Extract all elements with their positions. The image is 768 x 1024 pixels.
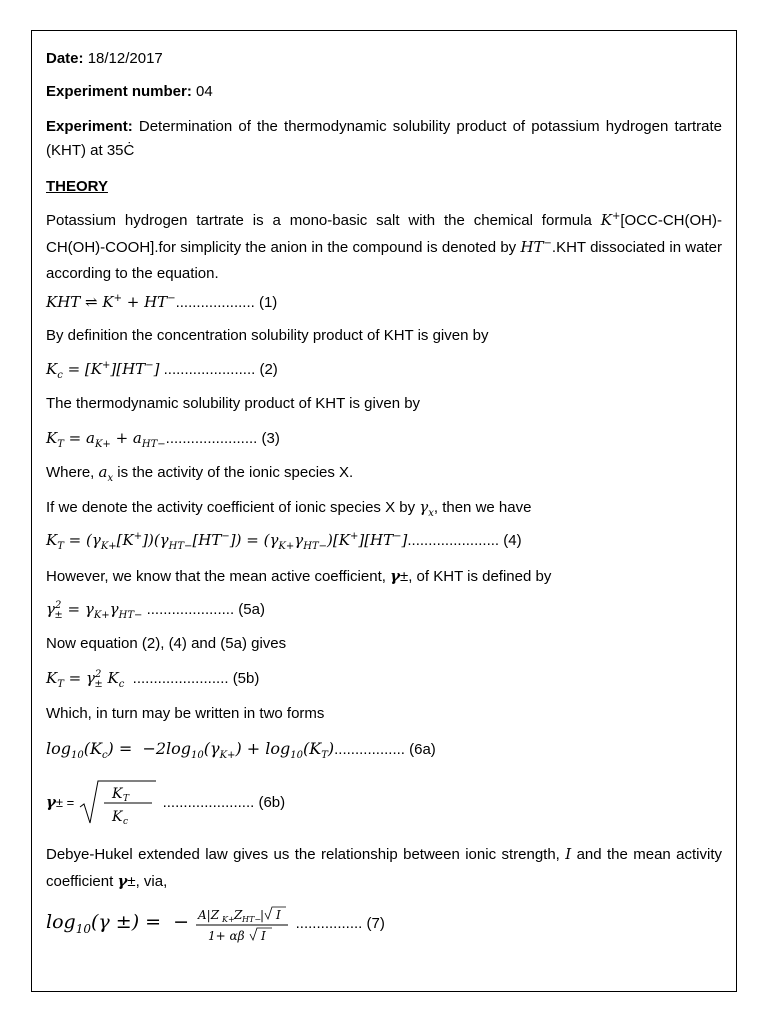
p3-text: The thermodynamic solubility product of KHT is given by [46,395,421,412]
equation-4-formula: $K_T = (\gamma_{K+}[K^+])(\gamma_{HT-}[HT^-]) = (\gamma_{K+}\gamma_{HT-})[K^+][HT^-]$ [46,531,408,552]
equation-5b [46,666,722,691]
svg-text:A|Z: A|Z [198,907,220,922]
p2-text: By definition the concentration solubility product of KHT is given by [46,327,489,344]
equation-3 [46,426,722,451]
ht-anion-formula: HT− [520,238,552,256]
experiment-number-line [46,80,722,104]
p1-text-c: .KHT dissociated in water according to the equation. [46,239,722,282]
equation-6b-pm: ± = [55,795,75,810]
experiment-label: Experiment: [46,118,133,135]
equation-6b-gamma: γ [46,793,56,811]
equation-7-number: ................ (7) [295,915,385,932]
equation-1-number: ................... (1) [175,294,278,311]
theory-paragraph-3 [46,392,722,416]
equation-7 [46,898,722,946]
square-root-fraction [78,777,158,829]
equation-6b [46,776,722,828]
equation-4-number: ...................... (4) [407,532,522,549]
experiment-number-label: Experiment number: [46,83,192,100]
theory-paragraph-8 [46,702,722,726]
theory-paragraph-6 [46,564,722,589]
svg-text:I: I [276,907,282,922]
theory-heading [46,175,722,199]
theory-paragraph-9 [46,841,722,895]
equation-2 [46,357,722,382]
theory-heading-text: THEORY [46,178,108,195]
activity-symbol: $a_x$ [98,463,114,484]
equation-3-formula: $K_T = a_{K+} + a_{HT-}$ [46,429,166,450]
svg-text:1+ αβ: 1+ αβ [208,928,245,943]
p1-text-a: Potassium hydrogen tartrate is a mono-basic salt with the chemical formula [46,212,601,229]
svg-text:|: | [260,907,265,922]
ionic-strength-symbol: I [565,845,572,863]
theory-paragraph-2 [46,324,722,348]
equation-4 [46,528,722,553]
theory-paragraph-7 [46,632,722,656]
equation-2-formula: $K_c = [K^+][HT^-]$ [46,360,160,381]
p6-gamma-symbol: γ [390,567,400,585]
equation-5a [46,597,722,622]
p4-text-a: Where, [46,464,99,481]
svg-text:K+: K+ [222,914,236,924]
svg-text:K: K [112,786,123,803]
svg-text:I: I [261,928,267,943]
equation-6b-number: ...................... (6b) [162,794,286,811]
equation-2-number: ...................... (2) [163,361,278,378]
date-label: Date: [46,50,84,67]
date-line [46,47,722,71]
p6-text-c: ±, of KHT is defined by [399,568,552,585]
p8-text: Which, in turn may be written in two forms [46,705,325,722]
svg-text:T: T [123,794,130,805]
p7-text: Now equation (2), (4) and (5a) gives [46,635,287,652]
p6-text-a: However, we know that the mean active coefficient, [46,568,391,585]
p5-text-b: , then we have [433,499,532,516]
equation-6a [46,737,722,762]
date-value: 18/12/2017 [87,50,163,67]
theory-paragraph-5 [46,495,722,520]
svg-text:c: c [123,817,129,828]
p9-text-a: Debye-Hukel extended law gives us the relationship between ionic strength, [46,846,566,863]
equation-5b-number: ....................... (5b) [132,670,260,687]
p9-text-d: ±, via, [127,873,168,890]
equation-5a-number: ..................... (5a) [146,601,265,618]
p5-text-a: If we denote the activity coefficient of ionic species X by [46,499,420,516]
debye-huckel-fraction [194,899,290,947]
experiment-value: Determination of the thermodynamic solubility product of potassium hydrogen tartrate (KHT) at 35Ċ [46,118,722,159]
p9-gamma-symbol: γ [117,872,128,890]
p1-text-b: [OCC-CH(OH)-CH(OH)-COOH].for simplicity the anion in the compound is denoted by [46,212,722,256]
p4-text-b: is the activity of the ionic species X. [113,464,354,481]
activity-coefficient-symbol: $\gamma_x$ [419,498,434,519]
svg-text:Z: Z [234,907,243,922]
p9-text-b: and the mean activity coefficient [46,846,722,890]
experiment-line [46,115,722,163]
potassium-ion-formula: K+ [600,211,621,229]
equation-5a-formula: $\gamma^2_\pm = \gamma_{K+}\gamma_{HT-}$ [46,600,143,621]
theory-paragraph-4 [46,460,722,485]
equation-1 [46,290,722,315]
equation-6a-formula: $\log_{10}(K_c) = -2\log_{10}(\gamma_{K+}) + \log_{10}(K_T)$ [46,739,335,762]
theory-paragraph-1 [46,207,722,287]
equation-6a-number: ................. (6a) [334,741,436,758]
equation-3-number: ...................... (3) [165,430,280,447]
experiment-number-value: 04 [196,83,213,100]
svg-text:HT−: HT− [242,914,262,924]
equation-1-formula: KHT ⇌ K+ + HT− [46,293,176,311]
svg-text:K: K [112,809,123,826]
equation-5b-formula: $K_T = \gamma^2_\pm$ $K_c$ [46,669,125,690]
equation-7-lhs: $\log_{10}(\gamma$ ±) = − [46,911,190,936]
